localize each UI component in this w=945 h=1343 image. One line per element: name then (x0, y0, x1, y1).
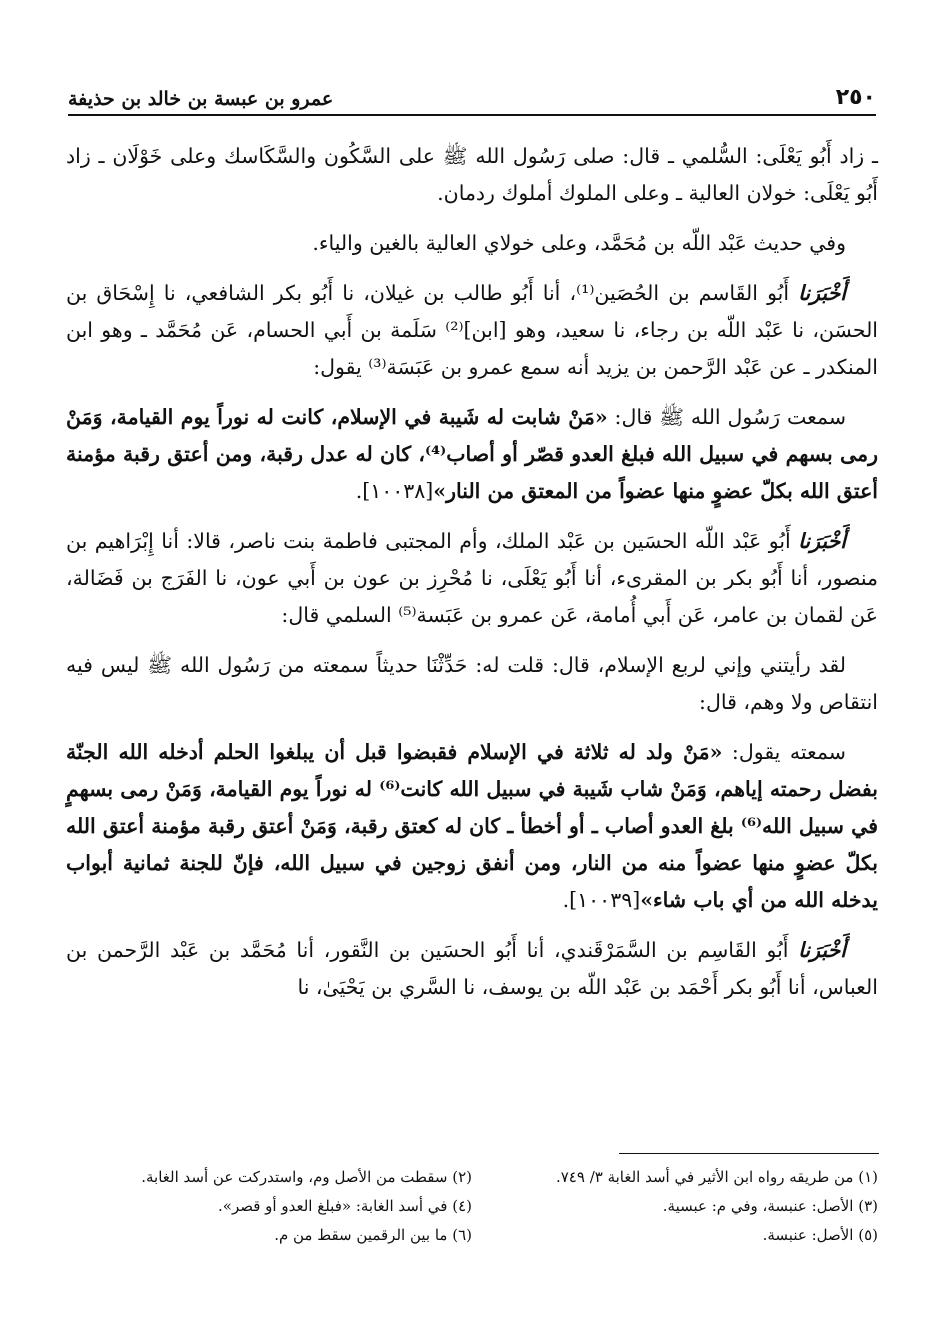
hadith-lead: سمعته يقول: (722, 740, 846, 764)
isnad-text: أَبُو عَبْد اللّه الحسَين بن عَبْد الملك، وأم المجتبى فاطمة بنت ناصر، قالا: أنا إِبْرَاهيم بن منصور، أنا أَبُو بكر بن المقرىء، أنا أَبُو يَعْلَى، نا مُحْرِز بن عون بن أَبي عون، نا الفَرَج بن فَضَالة، عَن لقمان بن عامر، عَن أَبي أُمامة، عَن عمرو بن عَبَسة⁽⁵⁾ السلمي قال: (66, 529, 878, 627)
hadith-number: [١٠٠٣٨]. (355, 479, 434, 503)
paragraph-text: لقد رأيتني وإني لربع الإسلام، قال: قلت له: حَدِّثْنَا حديثاً سمعته من رَسُول الله ﷺ ليس فيه انتقاص ولا وهم، قال: (66, 653, 878, 714)
paragraph-3 (66, 275, 878, 386)
page-number: ٢٥٠ (835, 85, 876, 110)
isnad-text: أَبُو القَاسِم بن السَّمَرْقَندي، أنا أَبُو الحسَين بن النَّقور، أنا مُحَمَّد بن عَبْد الرَّحمن بن العباس، أنا أَبُو بكر أَحْمَد بن عَبْد اللّه بن يوسف، نا السَّري بن يَحْيَىٰ، نا (66, 938, 878, 999)
akhbarana-keyword: أَخْبَرَنا (798, 938, 846, 962)
footnote-1: (١) من طريقه رواه ابن الأثير في أسد الغابة ٣/ ٧٤٩. (555, 1168, 878, 1186)
footnote-5: (٥) الأصل: عنبسة. (762, 1226, 878, 1244)
paragraph-4 (66, 399, 878, 510)
footnote-divider (619, 1153, 879, 1154)
footnote-3: (٣) الأصل: عنبسة، وفي م: عبسية. (662, 1197, 878, 1215)
akhbarana-keyword: أَخْبَرَنا (798, 281, 846, 305)
paragraph-2 (66, 225, 878, 262)
page-body (66, 138, 878, 1006)
footnote-6: (٦) ما بين الرقمين سقط من م. (274, 1226, 472, 1244)
paragraph-text: ـ زاد أَبُو يَعْلَى: السُّلمي ـ قال: صلى رَسُول الله ﷺ على السَّكُون والسَّكَاسك وعلى خَوْلَان ـ زاد أَبُو يَعْلَى: خولان العالية ـ وعلى الملوك أملوك ردمان. (66, 144, 878, 205)
footnote-row (66, 1163, 878, 1192)
footnote-4: (٤) في أسد الغابة: «فبلغ العدو أو قصر». (218, 1197, 472, 1215)
footnote-row (66, 1221, 878, 1250)
hadith-lead: سمعت رَسُول الله ﷺ قال: (607, 405, 846, 429)
paragraph-8 (66, 932, 878, 1006)
paragraph-5 (66, 523, 878, 634)
footnote-row (66, 1192, 878, 1221)
hadith-text: «مَنْ ولد له ثلاثة في الإسلام فقبضوا قبل أن يبلغوا الحلم أدخله الله الجنّة بفضل رحمته إياهم، وَمَنْ شاب شَيبة في سبيل الله كانت⁽⁶⁾ له نوراً يوم القيامة، وَمَنْ رمى بسهمٍ في سبيل الله⁽⁶⁾ بلغ العدو أصاب ـ أو أخطأ ـ كان له كعتق رقبة، وَمَنْ أعتق رقبة مؤمنة أعتق الله بكلّ عضوٍ منها عضواً منه من النار، ومن أنفق زوجين في سبيل الله، فإنّ للجنة ثمانية أبواب يدخله الله من أي باب شاء» (65, 740, 878, 912)
running-title: عمرو بن عبسة بن خالد بن حذيفة (68, 88, 334, 110)
footnotes (66, 1163, 878, 1250)
akhbarana-keyword: أَخْبَرَنا (798, 529, 846, 553)
paragraph-text: وفي حديث عَبْد اللّه بن مُحَمَّد، وعلى خولاي العالية بالغين والياء. (312, 231, 846, 255)
hadith-number: [١٠٠٣٩]. (562, 888, 641, 912)
paragraph-6 (66, 647, 878, 721)
paragraph-1 (66, 138, 878, 212)
footnote-2: (٢) سقطت من الأصل وم، واستدركت عن أسد الغابة. (141, 1168, 472, 1186)
hadith-text: «مَنْ شابت له شَيبة في الإسلام، كانت له نوراً يوم القيامة، وَمَنْ رمى بسهم في سبيل الله فبلغ العدو قصّر أو أصاب⁽⁴⁾، كان له عدل رقبة، ومن أعتق رقبة مؤمنة أعتق الله بكلّ عضوٍ منها عضواً من المعتق من النار» (66, 405, 878, 503)
paragraph-7 (66, 734, 878, 919)
page-header (68, 70, 876, 116)
isnad-text: أَبُو القَاسم بن الحُصَين⁽¹⁾، أنا أَبُو طالب بن غيلان، نا أَبُو بكر الشافعي، نا إِسْحَاق بن الحسَن، نا عَبْد اللّه بن رجاء، نا سعيد، وهو [ابن]⁽²⁾ سَلَمة بن أَبي الحسام، عَن مُحَمَّد ـ وهو ابن المنكدر ـ عن عَبْد الرَّحمن بن يزيد أنه سمع عمرو بن عَبَسَة⁽³⁾ يقول: (66, 281, 879, 379)
